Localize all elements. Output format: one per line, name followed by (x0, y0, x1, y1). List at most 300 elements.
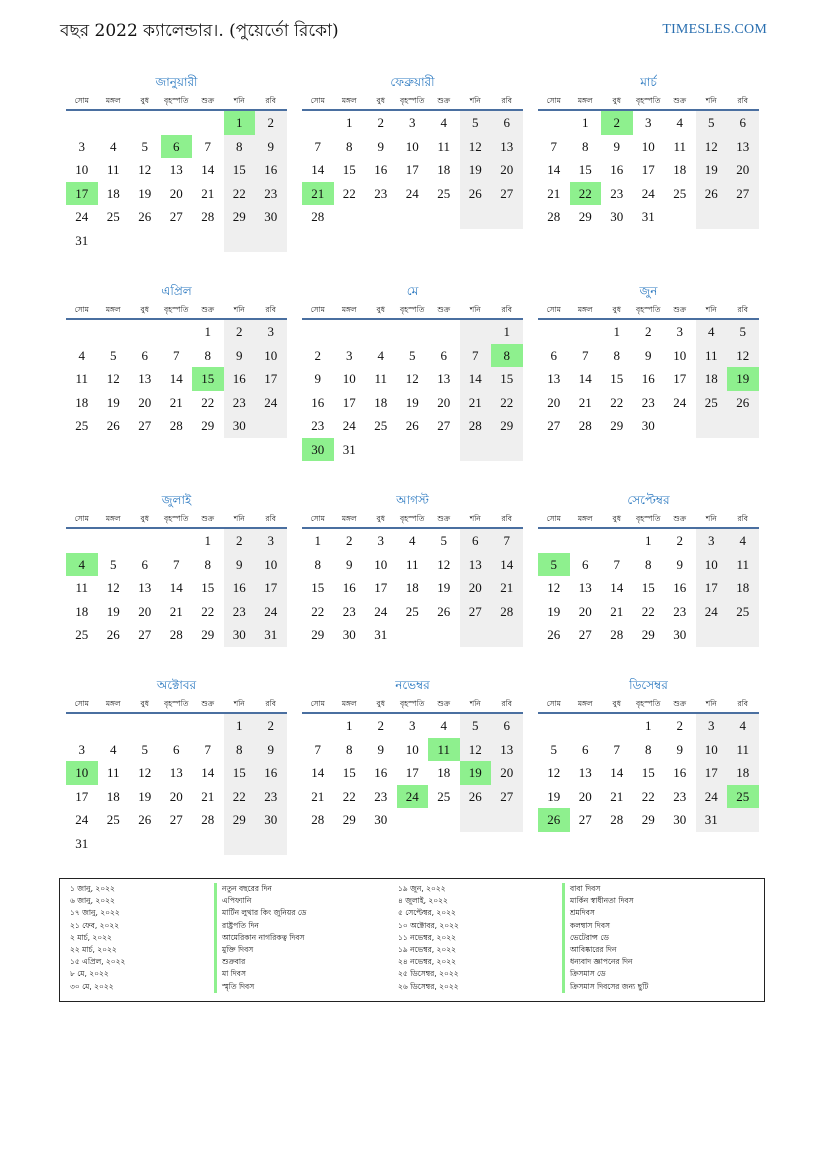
day-cell[interactable]: 2 (645, 324, 652, 339)
day-cell[interactable]: 12 (138, 162, 152, 177)
day-cell[interactable]: 16 (374, 162, 388, 177)
day-cell[interactable]: 10 (405, 138, 419, 154)
day-cell[interactable]: 5 (538, 553, 570, 577)
day-cell[interactable]: 22 (570, 182, 602, 206)
day-cell[interactable]: 30 (641, 418, 655, 433)
day-cell[interactable]: 5 (141, 741, 148, 757)
day-cell[interactable]: 7 (173, 347, 180, 363)
day-cell[interactable]: 13 (578, 765, 592, 780)
day-cell[interactable]: 7 (204, 741, 211, 757)
day-cell[interactable]: 18 (696, 367, 728, 391)
day-cell[interactable]: 23 (641, 394, 655, 410)
day-cell[interactable]: 7 (550, 138, 557, 154)
day-cell[interactable]: 13 (460, 553, 492, 577)
day-cell[interactable]: 14 (169, 371, 183, 386)
day-cell[interactable]: 27 (547, 418, 561, 433)
day-cell[interactable]: 14 (169, 580, 183, 595)
day-cell[interactable]: 26 (138, 812, 152, 827)
day-cell[interactable]: 11 (696, 344, 728, 368)
day-cell[interactable]: 11 (437, 138, 451, 154)
day-cell[interactable]: 16 (255, 761, 287, 785)
day-cell[interactable]: 25 (727, 785, 759, 809)
day-cell[interactable]: 4 (66, 553, 98, 577)
day-cell[interactable]: 20 (169, 185, 183, 201)
day-cell[interactable]: 23 (374, 788, 388, 804)
day-cell[interactable]: 2 (255, 111, 287, 135)
day-cell[interactable]: 14 (201, 765, 215, 780)
day-cell[interactable]: 28 (547, 209, 561, 224)
day-cell[interactable]: 6 (491, 714, 523, 738)
day-cell[interactable]: 28 (311, 812, 325, 827)
day-cell[interactable]: 3 (78, 138, 85, 154)
day-cell[interactable]: 23 (374, 185, 388, 201)
day-cell[interactable]: 10 (405, 741, 419, 757)
day-cell[interactable]: 5 (727, 320, 759, 344)
day-cell[interactable]: 7 (204, 138, 211, 154)
day-cell[interactable]: 29 (311, 627, 325, 642)
day-cell[interactable]: 14 (578, 371, 592, 386)
day-cell[interactable]: 23 (224, 600, 256, 624)
day-cell[interactable]: 8 (582, 138, 589, 154)
day-cell[interactable]: 8 (224, 135, 256, 159)
day-cell[interactable]: 6 (727, 111, 759, 135)
day-cell[interactable]: 1 (645, 718, 652, 733)
day-cell[interactable]: 20 (547, 394, 561, 410)
day-cell[interactable]: 9 (224, 344, 256, 368)
day-cell[interactable]: 23 (255, 785, 287, 809)
day-cell[interactable]: 15 (311, 580, 325, 595)
day-cell[interactable]: 22 (491, 391, 523, 415)
day-cell[interactable]: 12 (138, 765, 152, 780)
day-cell[interactable]: 16 (610, 162, 624, 177)
day-cell[interactable]: 7 (613, 741, 620, 757)
day-cell[interactable]: 11 (428, 738, 460, 762)
day-cell[interactable]: 1 (613, 324, 620, 339)
day-cell[interactable]: 21 (491, 576, 523, 600)
day-cell[interactable]: 30 (374, 812, 388, 827)
day-cell[interactable]: 17 (255, 576, 287, 600)
day-cell[interactable]: 15 (224, 158, 256, 182)
day-cell[interactable]: 8 (204, 347, 211, 363)
day-cell[interactable]: 17 (342, 394, 356, 410)
day-cell[interactable]: 28 (578, 418, 592, 433)
day-cell[interactable]: 28 (610, 812, 624, 827)
day-cell[interactable]: 8 (613, 347, 620, 363)
day-cell[interactable]: 21 (201, 788, 215, 804)
day-cell[interactable]: 23 (311, 418, 325, 433)
day-cell[interactable]: 8 (346, 741, 353, 757)
day-cell[interactable]: 21 (578, 394, 592, 410)
day-cell[interactable]: 23 (255, 182, 287, 206)
day-cell[interactable]: 24 (255, 391, 287, 415)
day-cell[interactable]: 9 (613, 138, 620, 154)
day-cell[interactable]: 26 (437, 603, 451, 619)
day-cell[interactable]: 27 (491, 182, 523, 206)
day-cell[interactable]: 11 (106, 162, 120, 177)
day-cell[interactable]: 31 (342, 441, 356, 457)
day-cell[interactable]: 4 (409, 533, 416, 548)
day-cell[interactable]: 16 (673, 765, 687, 780)
day-cell[interactable]: 3 (696, 714, 728, 738)
day-cell[interactable]: 1 (346, 115, 353, 130)
day-cell[interactable]: 28 (491, 600, 523, 624)
day-cell[interactable]: 17 (374, 580, 388, 595)
day-cell[interactable]: 8 (224, 738, 256, 762)
day-cell[interactable]: 19 (437, 580, 451, 595)
day-cell[interactable]: 15 (342, 162, 356, 177)
day-cell[interactable]: 1 (645, 533, 652, 548)
day-cell[interactable]: 2 (676, 718, 683, 733)
day-cell[interactable]: 11 (75, 580, 89, 595)
day-cell[interactable]: 24 (75, 812, 89, 827)
day-cell[interactable]: 18 (374, 394, 388, 410)
day-cell[interactable]: 26 (106, 627, 120, 642)
day-cell[interactable]: 22 (224, 785, 256, 809)
day-cell[interactable]: 29 (641, 627, 655, 642)
day-cell[interactable]: 4 (110, 741, 117, 757)
day-cell[interactable]: 24 (673, 394, 687, 410)
day-cell[interactable]: 18 (106, 788, 120, 804)
day-cell[interactable]: 8 (346, 138, 353, 154)
day-cell[interactable]: 10 (696, 738, 728, 762)
day-cell[interactable]: 12 (547, 580, 561, 595)
day-cell[interactable]: 11 (75, 371, 89, 386)
day-cell[interactable]: 16 (673, 580, 687, 595)
day-cell[interactable]: 28 (460, 414, 492, 438)
day-cell[interactable]: 30 (302, 438, 334, 462)
day-cell[interactable]: 11 (405, 556, 419, 572)
day-cell[interactable]: 24 (397, 785, 429, 809)
day-cell[interactable]: 26 (727, 391, 759, 415)
day-cell[interactable]: 30 (673, 812, 687, 827)
day-cell[interactable]: 4 (440, 718, 447, 733)
day-cell[interactable]: 6 (491, 111, 523, 135)
day-cell[interactable]: 6 (173, 741, 180, 757)
day-cell[interactable]: 29 (641, 812, 655, 827)
day-cell[interactable]: 1 (314, 533, 321, 548)
day-cell[interactable]: 7 (314, 138, 321, 154)
day-cell[interactable]: 15 (224, 761, 256, 785)
day-cell[interactable]: 19 (106, 603, 120, 619)
day-cell[interactable]: 9 (224, 553, 256, 577)
day-cell[interactable]: 21 (169, 394, 183, 410)
day-cell[interactable]: 3 (255, 529, 287, 553)
day-cell[interactable]: 24 (405, 185, 419, 201)
day-cell[interactable]: 14 (610, 580, 624, 595)
day-cell[interactable]: 14 (460, 367, 492, 391)
day-cell[interactable]: 21 (302, 182, 334, 206)
day-cell[interactable]: 26 (138, 209, 152, 224)
day-cell[interactable]: 22 (641, 603, 655, 619)
day-cell[interactable]: 13 (169, 162, 183, 177)
day-cell[interactable]: 29 (201, 627, 215, 642)
day-cell[interactable]: 3 (409, 718, 416, 733)
day-cell[interactable]: 31 (374, 627, 388, 642)
day-cell[interactable]: 9 (377, 741, 384, 757)
day-cell[interactable]: 1 (204, 324, 211, 339)
day-cell[interactable]: 30 (224, 623, 256, 647)
day-cell[interactable]: 9 (676, 741, 683, 757)
day-cell[interactable]: 6 (141, 556, 148, 572)
day-cell[interactable]: 7 (460, 344, 492, 368)
day-cell[interactable]: 18 (673, 162, 687, 177)
day-cell[interactable]: 10 (66, 761, 98, 785)
day-cell[interactable]: 12 (696, 135, 728, 159)
day-cell[interactable]: 28 (311, 209, 325, 224)
day-cell[interactable]: 13 (547, 371, 561, 386)
day-cell[interactable]: 16 (374, 765, 388, 780)
day-cell[interactable]: 27 (491, 785, 523, 809)
day-cell[interactable]: 12 (460, 738, 492, 762)
day-cell[interactable]: 15 (491, 367, 523, 391)
day-cell[interactable]: 18 (405, 580, 419, 595)
day-cell[interactable]: 28 (201, 812, 215, 827)
day-cell[interactable]: 21 (610, 788, 624, 804)
day-cell[interactable]: 17 (696, 576, 728, 600)
day-cell[interactable]: 19 (138, 788, 152, 804)
day-cell[interactable]: 18 (75, 394, 89, 410)
day-cell[interactable]: 17 (66, 182, 98, 206)
day-cell[interactable]: 27 (727, 182, 759, 206)
day-cell[interactable]: 10 (255, 553, 287, 577)
day-cell[interactable]: 3 (346, 347, 353, 363)
day-cell[interactable]: 20 (491, 761, 523, 785)
day-cell[interactable]: 11 (673, 138, 687, 154)
day-cell[interactable]: 27 (138, 627, 152, 642)
day-cell[interactable]: 31 (75, 232, 89, 248)
day-cell[interactable]: 13 (138, 580, 152, 595)
day-cell[interactable]: 12 (547, 765, 561, 780)
day-cell[interactable]: 1 (582, 115, 589, 130)
day-cell[interactable]: 13 (138, 371, 152, 386)
day-cell[interactable]: 29 (578, 209, 592, 224)
day-cell[interactable]: 1 (204, 533, 211, 548)
day-cell[interactable]: 3 (676, 324, 683, 339)
day-cell[interactable]: 21 (547, 185, 561, 201)
day-cell[interactable]: 28 (610, 627, 624, 642)
day-cell[interactable]: 17 (641, 162, 655, 177)
day-cell[interactable]: 27 (578, 627, 592, 642)
day-cell[interactable]: 9 (676, 556, 683, 572)
day-cell[interactable]: 20 (491, 158, 523, 182)
day-cell[interactable]: 11 (374, 371, 388, 386)
day-cell[interactable]: 22 (201, 603, 215, 619)
day-cell[interactable]: 24 (342, 418, 356, 433)
day-cell[interactable]: 30 (255, 205, 287, 229)
day-cell[interactable]: 22 (610, 394, 624, 410)
day-cell[interactable]: 13 (437, 371, 451, 386)
day-cell[interactable]: 12 (437, 556, 451, 572)
day-cell[interactable]: 14 (491, 553, 523, 577)
day-cell[interactable]: 28 (169, 418, 183, 433)
day-cell[interactable]: 27 (460, 600, 492, 624)
day-cell[interactable]: 31 (75, 835, 89, 851)
day-cell[interactable]: 23 (673, 603, 687, 619)
day-cell[interactable]: 15 (342, 765, 356, 780)
day-cell[interactable]: 7 (314, 741, 321, 757)
day-cell[interactable]: 23 (610, 185, 624, 201)
day-cell[interactable]: 26 (547, 627, 561, 642)
day-cell[interactable]: 10 (641, 138, 655, 154)
day-cell[interactable]: 14 (311, 162, 325, 177)
day-cell[interactable]: 4 (377, 347, 384, 363)
day-cell[interactable]: 10 (374, 556, 388, 572)
day-cell[interactable]: 6 (460, 529, 492, 553)
day-cell[interactable]: 19 (106, 394, 120, 410)
day-cell[interactable]: 22 (641, 788, 655, 804)
day-cell[interactable]: 29 (224, 808, 256, 832)
day-cell[interactable]: 30 (610, 209, 624, 224)
day-cell[interactable]: 6 (582, 556, 589, 572)
day-cell[interactable]: 27 (169, 209, 183, 224)
day-cell[interactable]: 14 (201, 162, 215, 177)
day-cell[interactable]: 19 (696, 158, 728, 182)
day-cell[interactable]: 22 (201, 394, 215, 410)
day-cell[interactable]: 25 (727, 600, 759, 624)
day-cell[interactable]: 6 (161, 135, 193, 159)
day-cell[interactable]: 23 (673, 788, 687, 804)
day-cell[interactable]: 28 (201, 209, 215, 224)
day-cell[interactable]: 16 (224, 367, 256, 391)
day-cell[interactable]: 26 (405, 418, 419, 433)
day-cell[interactable]: 19 (727, 367, 759, 391)
day-cell[interactable]: 8 (645, 741, 652, 757)
day-cell[interactable]: 3 (255, 320, 287, 344)
day-cell[interactable]: 20 (138, 394, 152, 410)
day-cell[interactable]: 19 (460, 761, 492, 785)
day-cell[interactable]: 10 (75, 162, 89, 177)
day-cell[interactable]: 10 (342, 371, 356, 386)
day-cell[interactable]: 16 (224, 576, 256, 600)
day-cell[interactable]: 14 (547, 162, 561, 177)
day-cell[interactable]: 25 (696, 391, 728, 415)
day-cell[interactable]: 5 (550, 741, 557, 757)
day-cell[interactable]: 19 (138, 185, 152, 201)
day-cell[interactable]: 30 (224, 414, 256, 438)
day-cell[interactable]: 9 (314, 371, 321, 386)
day-cell[interactable]: 15 (641, 765, 655, 780)
day-cell[interactable]: 28 (169, 627, 183, 642)
day-cell[interactable]: 15 (201, 580, 215, 595)
day-cell[interactable]: 6 (550, 347, 557, 363)
day-cell[interactable]: 16 (641, 371, 655, 386)
day-cell[interactable]: 8 (645, 556, 652, 572)
day-cell[interactable]: 3 (645, 115, 652, 130)
day-cell[interactable]: 13 (578, 580, 592, 595)
day-cell[interactable]: 25 (437, 185, 451, 201)
day-cell[interactable]: 27 (138, 418, 152, 433)
day-cell[interactable]: 2 (377, 115, 384, 130)
day-cell[interactable]: 24 (374, 603, 388, 619)
day-cell[interactable]: 15 (578, 162, 592, 177)
day-cell[interactable]: 9 (377, 138, 384, 154)
day-cell[interactable]: 17 (405, 162, 419, 177)
day-cell[interactable]: 5 (440, 533, 447, 548)
day-cell[interactable]: 25 (106, 812, 120, 827)
day-cell[interactable]: 29 (201, 418, 215, 433)
day-cell[interactable]: 10 (696, 553, 728, 577)
day-cell[interactable]: 11 (727, 553, 759, 577)
day-cell[interactable]: 25 (75, 418, 89, 433)
day-cell[interactable]: 9 (255, 738, 287, 762)
day-cell[interactable]: 2 (224, 529, 256, 553)
day-cell[interactable]: 1 (224, 111, 256, 135)
day-cell[interactable]: 20 (727, 158, 759, 182)
day-cell[interactable]: 8 (314, 556, 321, 572)
day-cell[interactable]: 17 (673, 371, 687, 386)
day-cell[interactable]: 24 (641, 185, 655, 201)
day-cell[interactable]: 14 (610, 765, 624, 780)
day-cell[interactable]: 4 (110, 138, 117, 154)
day-cell[interactable]: 23 (342, 603, 356, 619)
day-cell[interactable]: 9 (346, 556, 353, 572)
day-cell[interactable]: 9 (255, 135, 287, 159)
day-cell[interactable]: 19 (460, 158, 492, 182)
day-cell[interactable]: 18 (727, 761, 759, 785)
day-cell[interactable]: 18 (106, 185, 120, 201)
day-cell[interactable]: 29 (491, 414, 523, 438)
day-cell[interactable]: 18 (75, 603, 89, 619)
day-cell[interactable]: 27 (437, 418, 451, 433)
day-cell[interactable]: 13 (491, 135, 523, 159)
day-cell[interactable]: 12 (727, 344, 759, 368)
day-cell[interactable]: 10 (255, 344, 287, 368)
day-cell[interactable]: 17 (255, 367, 287, 391)
day-cell[interactable]: 12 (106, 580, 120, 595)
day-cell[interactable]: 24 (75, 209, 89, 224)
day-cell[interactable]: 20 (578, 788, 592, 804)
day-cell[interactable]: 5 (460, 714, 492, 738)
day-cell[interactable]: 2 (601, 111, 633, 135)
day-cell[interactable]: 5 (110, 556, 117, 572)
day-cell[interactable]: 7 (173, 556, 180, 572)
day-cell[interactable]: 22 (342, 185, 356, 201)
day-cell[interactable]: 27 (578, 812, 592, 827)
day-cell[interactable]: 13 (727, 135, 759, 159)
brand-link[interactable]: TIMESLES.COM (662, 22, 767, 37)
day-cell[interactable]: 2 (224, 320, 256, 344)
day-cell[interactable]: 29 (342, 812, 356, 827)
day-cell[interactable]: 3 (78, 741, 85, 757)
day-cell[interactable]: 29 (610, 418, 624, 433)
day-cell[interactable]: 12 (405, 371, 419, 386)
day-cell[interactable]: 13 (169, 765, 183, 780)
day-cell[interactable]: 22 (311, 603, 325, 619)
day-cell[interactable]: 26 (538, 808, 570, 832)
day-cell[interactable]: 21 (169, 603, 183, 619)
day-cell[interactable]: 4 (440, 115, 447, 130)
day-cell[interactable]: 30 (673, 627, 687, 642)
day-cell[interactable]: 14 (311, 765, 325, 780)
day-cell[interactable]: 29 (224, 205, 256, 229)
day-cell[interactable]: 3 (409, 115, 416, 130)
day-cell[interactable]: 18 (437, 765, 451, 780)
day-cell[interactable]: 25 (75, 627, 89, 642)
day-cell[interactable]: 25 (437, 788, 451, 804)
day-cell[interactable]: 30 (342, 627, 356, 642)
day-cell[interactable]: 4 (696, 320, 728, 344)
day-cell[interactable]: 2 (255, 714, 287, 738)
day-cell[interactable]: 20 (437, 394, 451, 410)
day-cell[interactable]: 3 (696, 529, 728, 553)
day-cell[interactable]: 15 (610, 371, 624, 386)
day-cell[interactable]: 26 (696, 182, 728, 206)
day-cell[interactable]: 19 (547, 603, 561, 619)
day-cell[interactable]: 17 (696, 761, 728, 785)
day-cell[interactable]: 7 (582, 347, 589, 363)
day-cell[interactable]: 25 (374, 418, 388, 433)
day-cell[interactable]: 3 (377, 533, 384, 548)
